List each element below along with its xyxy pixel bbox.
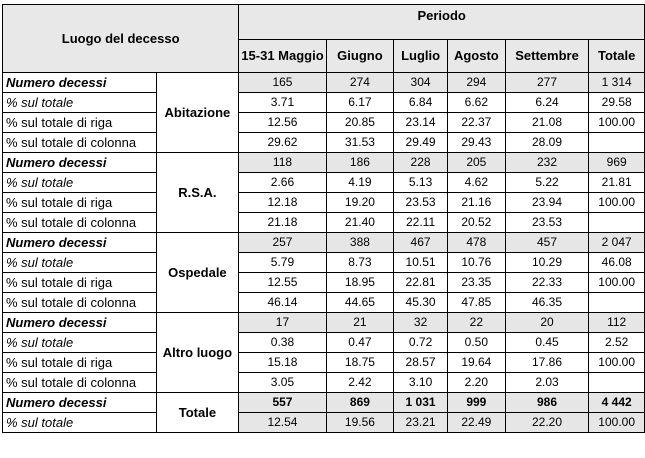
value-cell: 165 <box>239 73 326 93</box>
value-cell: 1 314 <box>589 73 645 93</box>
row-label: % sul totale di colonna <box>3 373 157 393</box>
value-cell: 15.18 <box>239 353 326 373</box>
value-cell: 47.85 <box>447 293 505 313</box>
value-cell: 999 <box>447 393 505 413</box>
value-cell: 228 <box>394 153 448 173</box>
row-label: Numero decessi <box>3 153 157 173</box>
table-row <box>3 93 645 113</box>
value-cell: 986 <box>505 393 589 413</box>
place-label: Totale <box>156 393 239 433</box>
value-cell: 18.75 <box>326 353 394 373</box>
row-label: % sul totale di riga <box>3 273 157 293</box>
value-cell: 100.00 <box>589 193 645 213</box>
value-cell: 21.81 <box>589 173 645 193</box>
row-label: Numero decessi <box>3 233 157 253</box>
table-row <box>3 293 645 313</box>
row-label: % sul totale <box>3 413 157 433</box>
row-label: % sul totale di riga <box>3 113 157 133</box>
value-cell: 31.53 <box>326 133 394 153</box>
value-cell <box>589 213 645 233</box>
value-cell: 0.45 <box>505 333 589 353</box>
value-cell: 6.24 <box>505 93 589 113</box>
table-body <box>3 73 645 433</box>
period-header: Periodo <box>239 5 645 40</box>
table-row <box>3 133 645 153</box>
column-header-agosto: Agosto <box>447 40 505 73</box>
value-cell: 100.00 <box>589 413 645 433</box>
value-cell: 6.84 <box>394 93 448 113</box>
value-cell: 28.57 <box>394 353 448 373</box>
value-cell: 232 <box>505 153 589 173</box>
value-cell: 274 <box>326 73 394 93</box>
value-cell: 22 <box>447 313 505 333</box>
value-cell: 10.51 <box>394 253 448 273</box>
value-cell <box>589 373 645 393</box>
value-cell: 21.08 <box>505 113 589 133</box>
value-cell: 44.65 <box>326 293 394 313</box>
value-cell: 4.62 <box>447 173 505 193</box>
value-cell: 19.64 <box>447 353 505 373</box>
table-row <box>3 373 645 393</box>
value-cell: 17.86 <box>505 353 589 373</box>
value-cell: 23.53 <box>394 193 448 213</box>
value-cell: 186 <box>326 153 394 173</box>
deaths-table <box>2 4 645 433</box>
value-cell: 22.49 <box>447 413 505 433</box>
value-cell: 28.09 <box>505 133 589 153</box>
row-label: Numero decessi <box>3 313 157 333</box>
value-cell: 2.03 <box>505 373 589 393</box>
value-cell: 29.58 <box>589 93 645 113</box>
value-cell: 0.38 <box>239 333 326 353</box>
value-cell: 20.52 <box>447 213 505 233</box>
value-cell: 21 <box>326 313 394 333</box>
row-label: % sul totale <box>3 333 157 353</box>
value-cell: 6.62 <box>447 93 505 113</box>
value-cell: 2.42 <box>326 373 394 393</box>
column-header-settembre: Settembre <box>505 40 589 73</box>
value-cell: 22.20 <box>505 413 589 433</box>
value-cell: 29.49 <box>394 133 448 153</box>
table-row <box>3 253 645 273</box>
column-header-giugno: Giugno <box>326 40 394 73</box>
value-cell: 10.76 <box>447 253 505 273</box>
header-row-top <box>3 5 645 40</box>
value-cell: 10.29 <box>505 253 589 273</box>
value-cell: 869 <box>326 393 394 413</box>
value-cell: 20 <box>505 313 589 333</box>
value-cell: 21.16 <box>447 193 505 213</box>
row-label: Numero decessi <box>3 393 157 413</box>
value-cell: 0.72 <box>394 333 448 353</box>
row-label: % sul totale <box>3 93 157 113</box>
row-label: Numero decessi <box>3 73 157 93</box>
value-cell: 557 <box>239 393 326 413</box>
row-label: % sul totale <box>3 173 157 193</box>
place-label: R.S.A. <box>156 153 239 233</box>
value-cell: 0.50 <box>447 333 505 353</box>
value-cell: 23.21 <box>394 413 448 433</box>
value-cell: 388 <box>326 233 394 253</box>
place-label: Altro luogo <box>156 313 239 393</box>
value-cell: 18.95 <box>326 273 394 293</box>
table-row <box>3 393 645 413</box>
row-label: % sul totale di colonna <box>3 213 157 233</box>
value-cell: 5.13 <box>394 173 448 193</box>
value-cell: 4 442 <box>589 393 645 413</box>
value-cell: 12.18 <box>239 193 326 213</box>
row-label: % sul totale di riga <box>3 193 157 213</box>
place-label: Abitazione <box>156 73 239 153</box>
table-row <box>3 333 645 353</box>
value-cell: 8.73 <box>326 253 394 273</box>
value-cell: 46.35 <box>505 293 589 313</box>
value-cell: 4.19 <box>326 173 394 193</box>
value-cell: 46.08 <box>589 253 645 273</box>
value-cell: 1 031 <box>394 393 448 413</box>
value-cell: 3.10 <box>394 373 448 393</box>
value-cell: 277 <box>505 73 589 93</box>
value-cell: 100.00 <box>589 273 645 293</box>
table-row <box>3 73 645 93</box>
value-cell: 20.85 <box>326 113 394 133</box>
value-cell: 118 <box>239 153 326 173</box>
value-cell: 22.11 <box>394 213 448 233</box>
value-cell: 23.94 <box>505 193 589 213</box>
row-label: % sul totale di colonna <box>3 133 157 153</box>
value-cell: 23.53 <box>505 213 589 233</box>
value-cell: 969 <box>589 153 645 173</box>
column-header-totale: Totale <box>589 40 645 73</box>
table-row <box>3 413 645 433</box>
table-row <box>3 213 645 233</box>
value-cell: 304 <box>394 73 448 93</box>
row-header-title: Luogo del decesso <box>3 5 239 73</box>
table-row <box>3 173 645 193</box>
value-cell: 23.35 <box>447 273 505 293</box>
value-cell: 6.17 <box>326 93 394 113</box>
value-cell: 294 <box>447 73 505 93</box>
value-cell: 257 <box>239 233 326 253</box>
value-cell: 29.62 <box>239 133 326 153</box>
value-cell: 2 047 <box>589 233 645 253</box>
value-cell: 12.56 <box>239 113 326 133</box>
value-cell: 478 <box>447 233 505 253</box>
value-cell: 21.18 <box>239 213 326 233</box>
row-label: % sul totale <box>3 253 157 273</box>
value-cell: 112 <box>589 313 645 333</box>
value-cell: 205 <box>447 153 505 173</box>
value-cell: 29.43 <box>447 133 505 153</box>
value-cell: 19.56 <box>326 413 394 433</box>
value-cell <box>589 293 645 313</box>
table-row <box>3 153 645 173</box>
value-cell: 467 <box>394 233 448 253</box>
column-header-luglio: Luglio <box>394 40 448 73</box>
value-cell: 3.71 <box>239 93 326 113</box>
value-cell: 457 <box>505 233 589 253</box>
value-cell: 100.00 <box>589 113 645 133</box>
value-cell: 2.20 <box>447 373 505 393</box>
value-cell: 100.00 <box>589 353 645 373</box>
table-row <box>3 193 645 213</box>
value-cell: 19.20 <box>326 193 394 213</box>
value-cell: 2.66 <box>239 173 326 193</box>
value-cell: 5.22 <box>505 173 589 193</box>
value-cell: 3.05 <box>239 373 326 393</box>
row-label: % sul totale di colonna <box>3 293 157 313</box>
value-cell: 5.79 <box>239 253 326 273</box>
value-cell: 0.47 <box>326 333 394 353</box>
row-label: % sul totale di riga <box>3 353 157 373</box>
table-row <box>3 233 645 253</box>
value-cell: 22.33 <box>505 273 589 293</box>
value-cell: 2.52 <box>589 333 645 353</box>
value-cell: 45.30 <box>394 293 448 313</box>
value-cell: 12.54 <box>239 413 326 433</box>
table-row <box>3 313 645 333</box>
value-cell: 22.81 <box>394 273 448 293</box>
value-cell: 17 <box>239 313 326 333</box>
column-header-maggio: 15-31 Maggio <box>239 40 326 73</box>
table-row <box>3 353 645 373</box>
value-cell: 21.40 <box>326 213 394 233</box>
table-row <box>3 113 645 133</box>
place-label: Ospedale <box>156 233 239 313</box>
value-cell: 32 <box>394 313 448 333</box>
value-cell: 46.14 <box>239 293 326 313</box>
value-cell <box>589 133 645 153</box>
value-cell: 23.14 <box>394 113 448 133</box>
value-cell: 22.37 <box>447 113 505 133</box>
value-cell: 12.55 <box>239 273 326 293</box>
table-row <box>3 273 645 293</box>
